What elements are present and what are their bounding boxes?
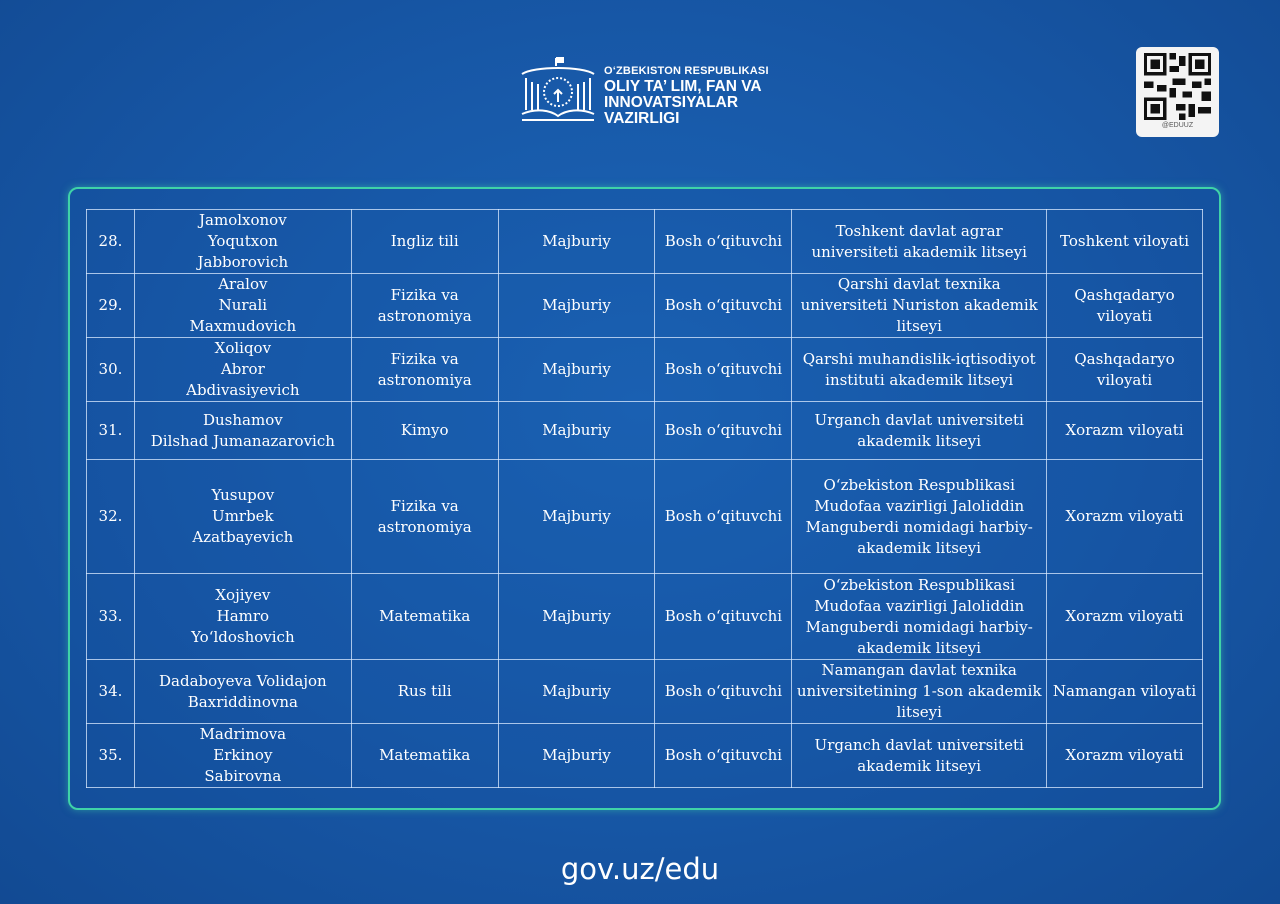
table-row [87, 274, 1203, 338]
cell-type: Majburiy [498, 338, 655, 402]
cell-subject: Matematika [351, 724, 498, 788]
cell-region: Xorazm viloyati [1047, 724, 1203, 788]
cell-region: Xorazm viloyati [1047, 402, 1203, 460]
name-line: Umrbek [212, 507, 274, 525]
cell-subject: Matematika [351, 574, 498, 660]
cell-region: Toshkent viloyati [1047, 210, 1203, 274]
ministry-line2: OLIY TA’ LIM, FAN VA [604, 78, 762, 95]
name-line: Abror [220, 360, 265, 378]
ministry-name [604, 63, 769, 127]
cell-institution: Urganch davlat universiteti akademik litseyi [792, 724, 1047, 788]
cell-name [134, 724, 351, 788]
table-row [87, 402, 1203, 460]
cell-region: Xorazm viloyati [1047, 574, 1203, 660]
cell-type: Majburiy [498, 274, 655, 338]
name-line: Xojiyev [215, 586, 271, 604]
name-line: Erkinoy [213, 746, 273, 764]
cell-name [134, 274, 351, 338]
cell-position: Bosh o‘qituvchi [655, 402, 792, 460]
cell-position: Bosh o‘qituvchi [655, 274, 792, 338]
table-row [87, 338, 1203, 402]
qr-code-icon [1144, 53, 1211, 120]
cell-type: Majburiy [498, 574, 655, 660]
cell-name [134, 460, 351, 574]
cell-type: Majburiy [498, 402, 655, 460]
cell-institution: Urganch davlat universiteti akademik litseyi [792, 402, 1047, 460]
cell-institution: Qarshi muhandislik-iqtisodiyot instituti akademik litseyi [792, 338, 1047, 402]
cell-name [134, 338, 351, 402]
cell-name [134, 660, 351, 724]
name-line: Azatbayevich [192, 528, 294, 546]
ministry-line1: O‘ZBEKISTON RESPUBLIKASI [604, 65, 769, 77]
name-line: Jabborovich [197, 253, 289, 271]
ministry-line4: VAZIRLIGI [604, 110, 680, 127]
cell-n: 32. [87, 460, 135, 574]
qr-code[interactable] [1136, 47, 1219, 137]
cell-position: Bosh o‘qituvchi [655, 660, 792, 724]
name-line: Yo‘ldoshovich [191, 628, 295, 646]
name-line: Abdivasiyevich [186, 381, 300, 399]
cell-region: Qashqadaryo viloyati [1047, 274, 1203, 338]
name-line: Baxriddinovna [187, 692, 298, 711]
name-line: Aralov [218, 275, 268, 293]
cell-n: 29. [87, 274, 135, 338]
cell-region: Namangan viloyati [1047, 660, 1203, 724]
name-line: Yoqutxon [207, 232, 278, 250]
cell-institution: Toshkent davlat agrar universiteti akademik litseyi [792, 210, 1047, 274]
name-line: Dadaboyeva Volidajon [159, 671, 327, 690]
name-line: Madrimova [199, 725, 287, 743]
cell-n: 31. [87, 402, 135, 460]
teachers-table [86, 209, 1203, 788]
cell-subject: Ingliz tili [351, 210, 498, 274]
cell-institution: Qarshi davlat texnika universiteti Nuriston akademik litseyi [792, 274, 1047, 338]
cell-institution: Namangan davlat texnika universitetining 1-son akademik litseyi [792, 660, 1047, 724]
table-row [87, 460, 1203, 574]
cell-n: 35. [87, 724, 135, 788]
table-row [87, 574, 1203, 660]
name-line: Sabirovna [204, 767, 282, 785]
cell-name [134, 210, 351, 274]
cell-name [134, 574, 351, 660]
name-line: Hamro [216, 607, 270, 625]
cell-subject: Fizika va astronomiya [351, 274, 498, 338]
table-row [87, 660, 1203, 724]
table-row [87, 724, 1203, 788]
ministry-emblem [518, 56, 598, 126]
cell-type: Majburiy [498, 724, 655, 788]
cell-subject: Kimyo [351, 402, 498, 460]
footer-url[interactable]: gov.uz/edu [560, 852, 720, 886]
cell-n: 33. [87, 574, 135, 660]
cell-subject: Fizika va astronomiya [351, 338, 498, 402]
cell-position: Bosh o‘qituvchi [655, 460, 792, 574]
name-line: Jamolxonov [199, 211, 287, 229]
cell-position: Bosh o‘qituvchi [655, 574, 792, 660]
cell-position: Bosh o‘qituvchi [655, 724, 792, 788]
cell-n: 30. [87, 338, 135, 402]
cell-position: Bosh o‘qituvchi [655, 338, 792, 402]
cell-region: Qashqadaryo viloyati [1047, 338, 1203, 402]
cell-n: 28. [87, 210, 135, 274]
cell-region: Xorazm viloyati [1047, 460, 1203, 574]
name-line: Yusupov [211, 486, 275, 504]
cell-institution: O‘zbekiston Respublikasi Mudofaa vazirligi Jaloliddin Manguberdi nomidagi harbiy-akademik litseyi [792, 574, 1047, 660]
ministry-line3: INNOVATSIYALAR [604, 94, 739, 111]
cell-institution: O‘zbekiston Respublikasi Mudofaa vazirligi Jaloliddin Manguberdi nomidagi harbiy-akademik litseyi [792, 460, 1047, 574]
name-line: Xoliqov [214, 339, 272, 357]
cell-subject: Rus tili [351, 660, 498, 724]
name-line: Dilshad Jumanazarovich [150, 431, 335, 450]
table-row [87, 210, 1203, 274]
cell-position: Bosh o‘qituvchi [655, 210, 792, 274]
cell-name [134, 402, 351, 460]
cell-subject: Fizika va astronomiya [351, 460, 498, 574]
name-line: Nurali [218, 296, 268, 314]
name-line: Maxmudovich [189, 317, 297, 335]
cell-type: Majburiy [498, 660, 655, 724]
qr-caption: @EDUUZ [1161, 122, 1194, 129]
name-line: Dushamov [202, 410, 283, 429]
cell-n: 34. [87, 660, 135, 724]
cell-type: Majburiy [498, 210, 655, 274]
cell-type: Majburiy [498, 460, 655, 574]
